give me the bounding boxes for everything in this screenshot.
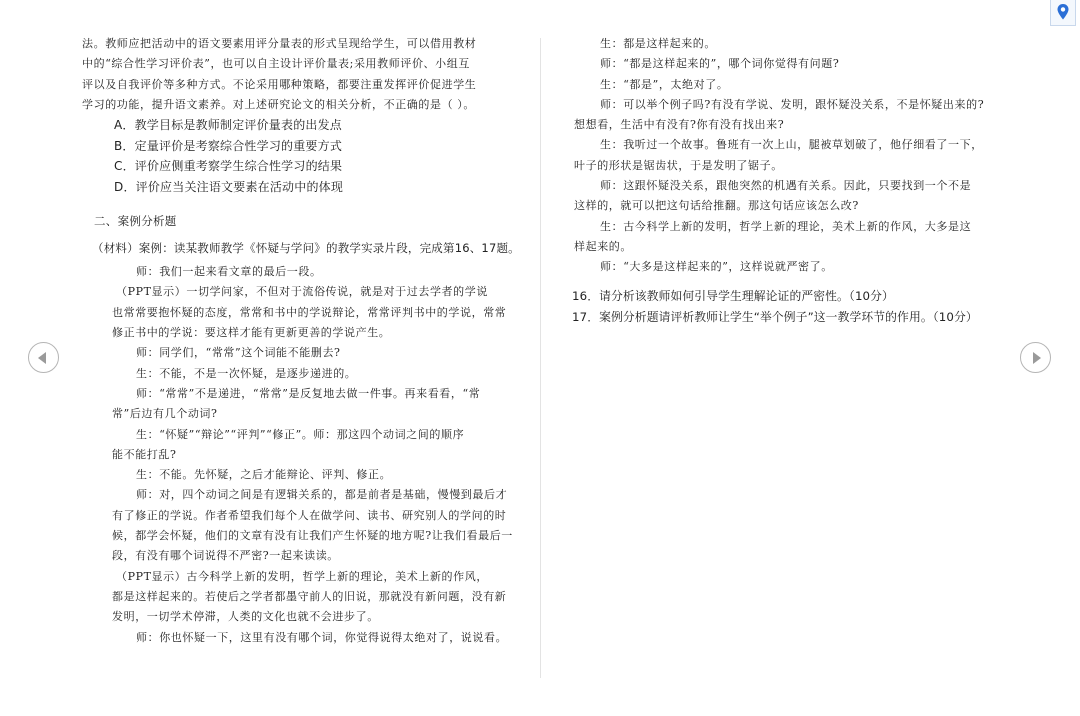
intro-line: 学习的功能，提升语文素养。对上述研究论文的相关分析，不正确的是（ ）。 xyxy=(82,97,475,111)
document-page xyxy=(82,34,1002,684)
transcript-line: 师：“都是这样起来的”，哪个词你觉得有问题? xyxy=(600,57,840,71)
transcript-left xyxy=(82,262,520,648)
transcript-line: 叶子的形状是锯齿状，于是发明了锯子。 xyxy=(574,158,783,172)
transcript-line: 师：对，四个动词之间是有逻辑关系的，都是前者是基础，慢慢到最后才 xyxy=(136,488,508,502)
chevron-left-icon xyxy=(38,352,46,364)
question-intro xyxy=(82,34,520,115)
answer-option: C．评价应侧重考察学生综合性学习的结果 xyxy=(114,159,343,174)
answer-option: B．定量评价是考察综合性学习的重要方式 xyxy=(114,138,343,153)
location-button[interactable] xyxy=(1050,0,1076,26)
transcript-line: 师：“大多是这样起来的”，这样说就严密了。 xyxy=(600,260,833,274)
transcript-line: 想想看，生活中有没有?你有没有找出来? xyxy=(574,118,785,132)
answer-option: D．评价应当关注语文要素在活动中的体现 xyxy=(114,179,344,194)
chevron-right-icon xyxy=(1033,352,1041,364)
transcript-right xyxy=(544,34,1002,278)
transcript-line: 师：这跟怀疑没关系，跟他突然的机遇有关系。因此，只要找到一个不是 xyxy=(600,179,972,193)
transcript-line: 师：可以举个例子吗?有没有学说、发明，跟怀疑没关系，不是怀疑出来的? xyxy=(600,97,985,111)
transcript-line: 样起来的。 xyxy=(574,239,632,253)
transcript-line: （PPT显示）古今科学上新的发明，哲学上新的理论，美术上新的作风， xyxy=(116,569,488,583)
transcript-line: 师：同学们，“常常”这个词能不能删去? xyxy=(136,346,341,360)
answer-option: A．教学目标是教师制定评价量表的出发点 xyxy=(114,118,343,133)
transcript-line: 生：我听过一个故事。鲁班有一次上山，腿被草划破了，他仔细看了一下， xyxy=(600,138,983,152)
transcript-line: 都是这样起来的。若使后之学者都墨守前人的旧说，那就没有新问题，没有新 xyxy=(112,589,507,603)
transcript-line: 有了修正的学说。作者希望我们每个人在做学问、读书、研究别人的学问的时 xyxy=(112,508,507,522)
question-item: 16．请分析该教师如何引导学生理解论证的严密性。（10分） xyxy=(572,288,894,303)
transcript-line: 师：你也怀疑一下，这里有没有哪个词，你觉得说得太绝对了，说说看。 xyxy=(136,630,508,644)
transcript-line: 发明，一切学术停滞，人类的文化也就不会进步了。 xyxy=(112,610,379,624)
transcript-line: 生：都是这样起来的。 xyxy=(600,37,716,50)
transcript-line: 段，有没有哪个词说得不严密?一起来读读。 xyxy=(112,549,339,563)
transcript-line: 这样的，就可以把这句话给推翻。那这句话应该怎么改? xyxy=(574,199,859,213)
next-page-button[interactable] xyxy=(1020,342,1051,373)
intro-line: 评以及自我评价等多种方式。不论采用哪种策略，都要注重发挥评价促进学生 xyxy=(82,77,477,91)
transcript-line: 师：“常常”不是递进，“常常”是反复地去做一件事。再来看看，“常 xyxy=(136,386,481,400)
transcript-line: 师：我们一起来看文章的最后一段。 xyxy=(136,265,322,279)
right-column xyxy=(544,34,1002,328)
intro-line: 法。教师应把活动中的语文要素用评分量表的形式呈现给学生，可以借用教材 xyxy=(82,37,477,50)
section-title: 二、案例分析题 xyxy=(94,214,177,229)
prev-page-button[interactable] xyxy=(28,342,59,373)
transcript-line: （PPT显示）一切学问家，不但对于流俗传说，就是对于过去学者的学说 xyxy=(116,285,488,299)
material-description: （材料）案例：读某教师教学《怀疑与学问》的教学实录片段，完成第16、17题。 xyxy=(92,241,520,256)
transcript-line: 候，都学会怀疑，他们的文章有没有让我们产生怀疑的地方呢?让我们看最后一 xyxy=(112,529,513,543)
transcript-line: 常”后边有几个动词? xyxy=(112,407,218,421)
intro-line: 中的“综合性学习评价表”，也可以自主设计评价量表;采用教师评价、小组互 xyxy=(82,57,470,71)
transcript-line: 修正书中的学说：要这样才能有更新更善的学说产生。 xyxy=(112,326,391,340)
answer-options xyxy=(82,115,520,197)
transcript-line: 生：古今科学上新的发明，哲学上新的理论，美术上新的作风，大多是这 xyxy=(600,219,972,233)
transcript-line: 生：“都是”，太绝对了。 xyxy=(600,77,729,91)
transcript-line: 生：“怀疑”“辩论”“评判”“修正”。师：那这四个动词之间的顺序 xyxy=(136,427,465,441)
transcript-line: 生：不能，不是一次怀疑，是逐步递进的。 xyxy=(136,366,357,380)
column-divider xyxy=(540,38,541,678)
question-item: 17．案例分析题请评析教师让学生“举个例子”这一教学环节的作用。（10分） xyxy=(572,309,978,324)
transcript-line: 生：不能。先怀疑，之后才能辩论、评判、修正。 xyxy=(136,468,392,482)
map-pin-icon xyxy=(1051,0,1075,24)
left-column xyxy=(82,34,520,648)
question-list xyxy=(544,286,1002,328)
transcript-line: 也常常要抱怀疑的态度，常常和书中的学说辩论，常常评判书中的学说，常常 xyxy=(112,305,507,319)
transcript-line: 能不能打乱? xyxy=(112,447,177,461)
